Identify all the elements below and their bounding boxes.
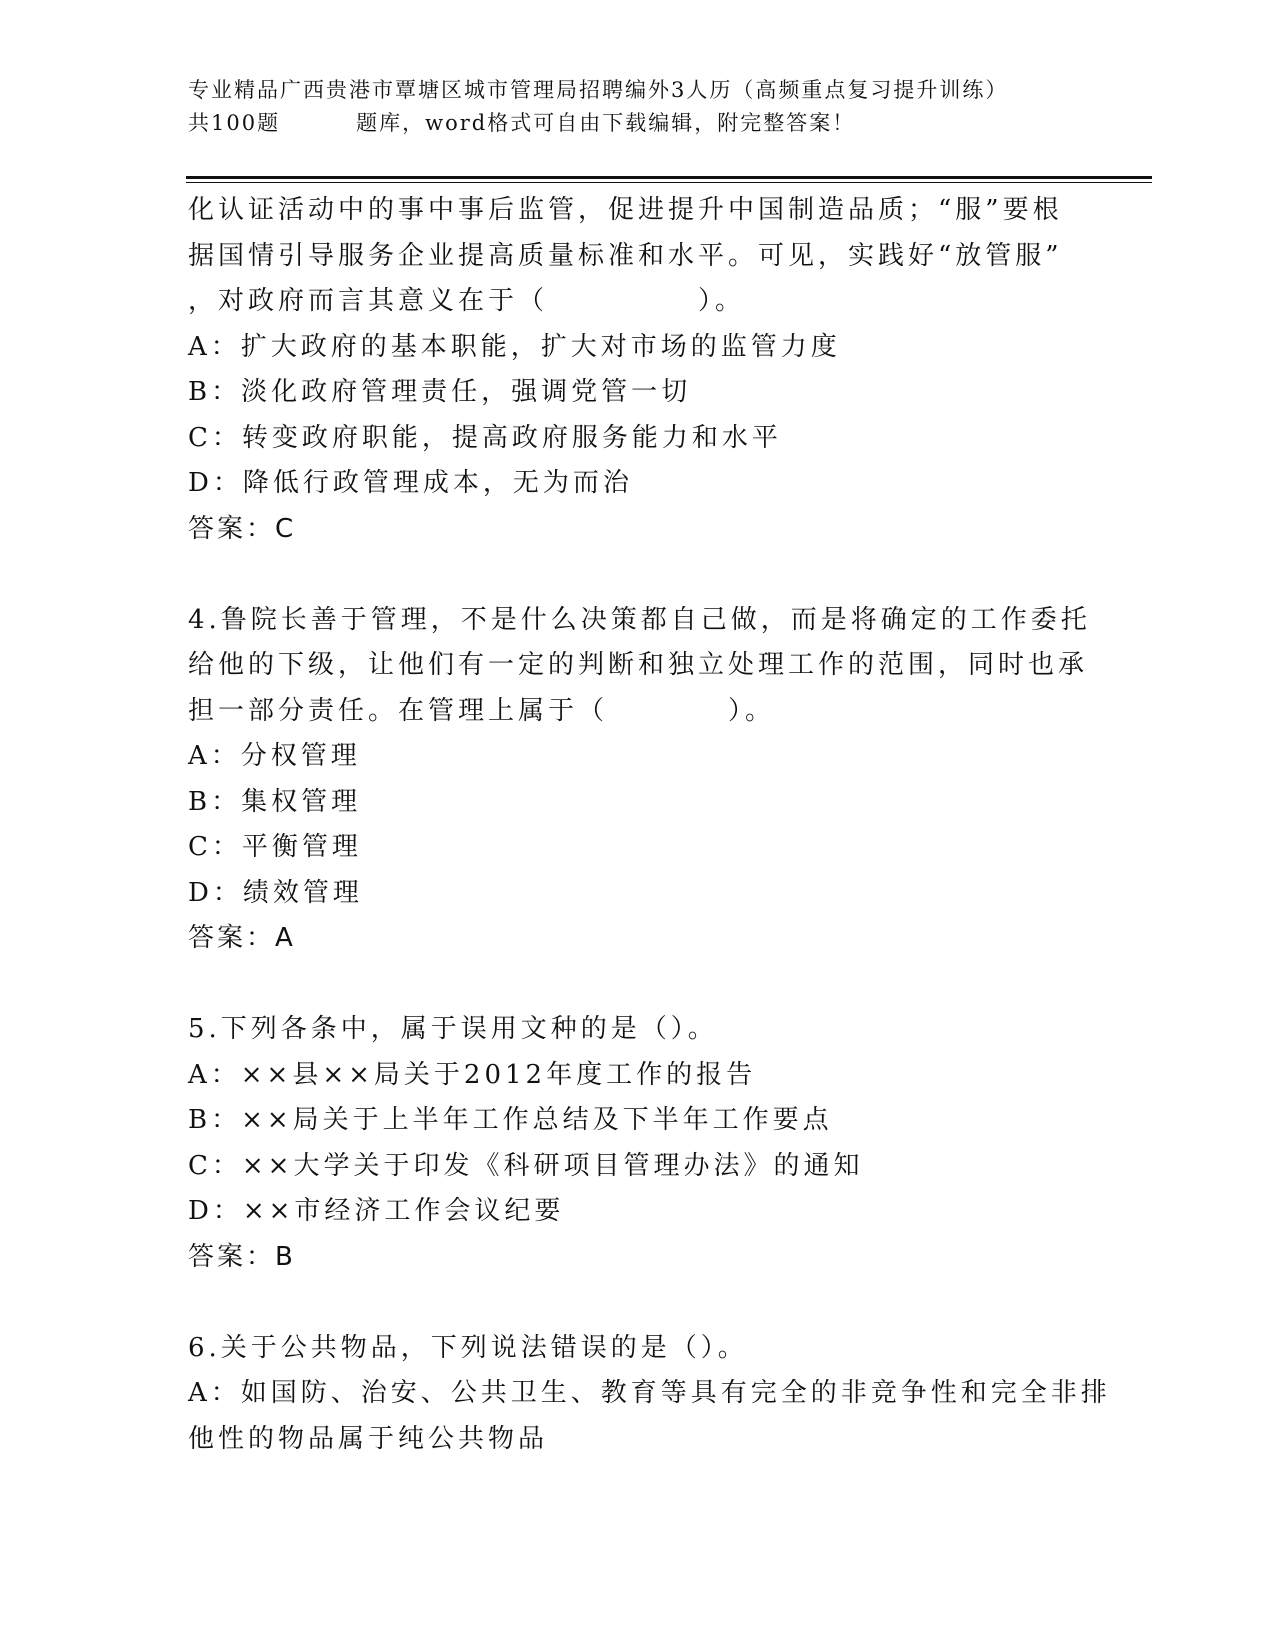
option-c: C：转变政府职能，提高政府服务能力和水平 bbox=[188, 422, 782, 453]
question-stem-line: 给他的下级，让他们有一定的判断和独立处理工作的范围，同时也承 bbox=[188, 650, 1089, 680]
answer: 答案：B bbox=[188, 1241, 296, 1272]
option-d: D：××市经济工作会议纪要 bbox=[188, 1196, 565, 1226]
option-a: A：分权管理 bbox=[188, 741, 361, 771]
document-header bbox=[188, 74, 1088, 140]
question-stem-line: 5.下列各条中，属于误用文种的是（）。 bbox=[188, 1014, 718, 1044]
question-5 bbox=[188, 1007, 1148, 1280]
question-4 bbox=[188, 598, 1148, 962]
option-a-continued: 他性的物品属于纯公共物品 bbox=[188, 1423, 549, 1454]
question-stem-line: 6.关于公共物品，下列说法错误的是（）。 bbox=[188, 1332, 748, 1363]
option-c: C：平衡管理 bbox=[188, 832, 362, 862]
question-stem-line: 4.鲁院长善于管理，不是什么决策都自己做，而是将确定的工作委托 bbox=[188, 604, 1091, 635]
question-stem-line: ，对政府而言其意义在于（ ）。 bbox=[188, 286, 746, 316]
question-stem-line: 担一部分责任。在管理上属于（ ）。 bbox=[188, 695, 776, 726]
option-d: D：降低行政管理成本，无为而治 bbox=[188, 468, 633, 498]
option-c: C：××大学关于印发《科研项目管理办法》的通知 bbox=[188, 1150, 864, 1181]
header-title-line1: 专业精品广西贵港市覃塘区城市管理局招聘编外3人历（高频重点复习提升训练） bbox=[188, 78, 1009, 102]
option-b: B：集权管理 bbox=[188, 786, 362, 817]
question-stem-line: 据国情引导服务企业提高质量标准和水平。可见，实践好“放管服” bbox=[188, 240, 1063, 271]
option-a: A：如国防、治安、公共卫生、教育等具有完全的非竞争性和完全非排 bbox=[188, 1378, 1111, 1408]
question-6 bbox=[188, 1326, 1148, 1463]
answer: 答案：C bbox=[188, 513, 297, 544]
option-b: B：××局关于上半年工作总结及下半年工作要点 bbox=[188, 1105, 833, 1135]
answer: 答案：A bbox=[188, 923, 296, 953]
question-list bbox=[188, 188, 1148, 1462]
header-rule-thin bbox=[186, 182, 1152, 183]
question-3 bbox=[188, 188, 1148, 552]
option-a: A：××县××局关于2012年度工作的报告 bbox=[188, 1059, 757, 1090]
question-stem-line: 化认证活动中的事中事后监管，促进提升中国制造品质；“服”要根 bbox=[188, 195, 1063, 225]
header-count: 共100题 bbox=[188, 111, 281, 135]
option-b: B：淡化政府管理责任，强调党管一切 bbox=[188, 377, 692, 407]
header-description: 题库，word格式可自由下载编辑，附完整答案！ bbox=[356, 111, 856, 135]
header-rule-thick bbox=[186, 176, 1152, 179]
option-a: A：扩大政府的基本职能，扩大对市场的监管力度 bbox=[188, 331, 841, 362]
header-title-line2 bbox=[188, 107, 1088, 140]
option-d: D：绩效管理 bbox=[188, 877, 363, 908]
